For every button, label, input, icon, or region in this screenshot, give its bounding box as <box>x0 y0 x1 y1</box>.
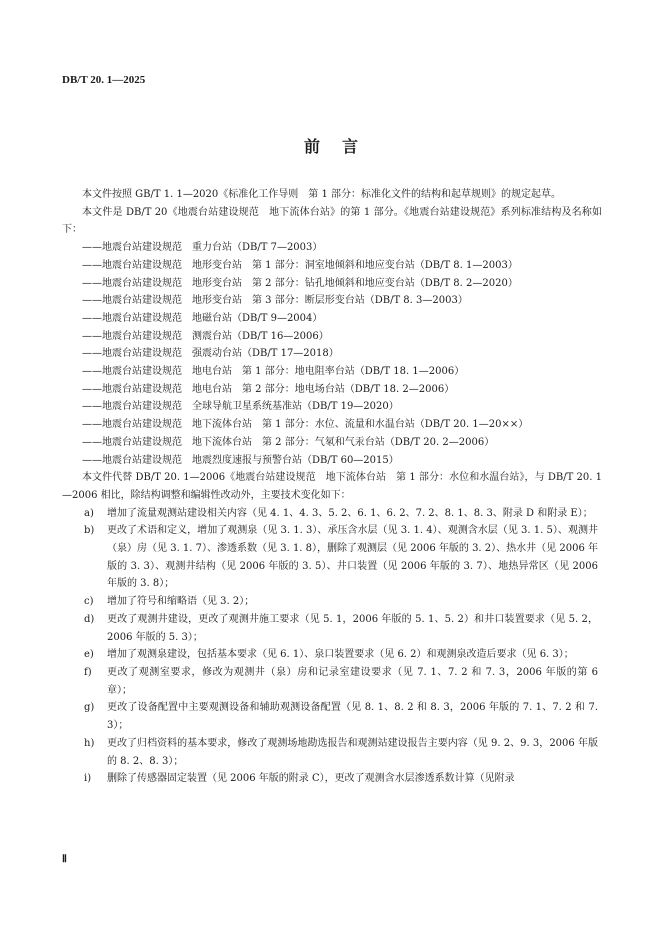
change-item <box>62 646 602 664</box>
series-item: ——地震台站建设规范 地形变台站 第 3 部分：断层形变台站（DB/T 8. 3—2003） <box>82 295 468 307</box>
page-title: 前言 <box>303 137 380 156</box>
series-item: ——地震台站建设规范 测震台站（DB/T 16—2006） <box>82 330 329 342</box>
series-item: ——地震台站建设规范 全球导航卫星系统基准站（DB/T 19—2020） <box>82 401 399 413</box>
change-item <box>62 593 602 611</box>
change-text: 更改了观测室要求，修改为观测井（泉）房和记录室建设要求（见 7. 1、7. 2 和 7. 3，2006 年版的第 6 章）； <box>107 666 598 696</box>
change-marker: i) <box>84 773 92 785</box>
change-marker: c) <box>84 596 94 608</box>
series-item: ——地震台站建设规范 地下流体台站 第 2 部分：气氡和气汞台站（DB/T 20. 2—2006） <box>82 436 495 448</box>
change-marker: b) <box>84 525 95 537</box>
series-item: ——地震台站建设规范 地电台站 第 1 部分：地电阻率台站（DB/T 18. 1—2006） <box>82 366 465 378</box>
change-item <box>62 522 602 593</box>
change-item <box>62 770 602 788</box>
intro-paragraph-1: 本文件按照 GB/T 1. 1—2020《标准化工作导则 第 1 部分：标准化文件的结构和起草规则》的规定起草。 <box>82 189 561 200</box>
standard-series-list <box>62 239 602 469</box>
series-item: ——地震台站建设规范 强震动台站（DB/T 17—2018） <box>82 348 339 360</box>
series-item: ——地震台站建设规范 地磁台站（DB/T 9—2004） <box>82 312 323 324</box>
change-item <box>62 735 602 770</box>
intro-paragraph-2: 本文件是 DB/T 20《地震台站建设规范 地下流体台站》的第 1 部分。《地震台站建设规范》系列标准结构及名称如下： <box>62 206 602 236</box>
change-marker: e) <box>84 649 94 661</box>
change-text: 更改了术语和定义，增加了观测泉（见 3. 1. 3）、承压含水层（见 3. 1. 4）、观测含水层（见 3. 1. 5）、观测井（泉）房（见 3. 1. 7）、渗透系数（见 3. 1. 8），删除了观测层（见 2006 年版的 3. 2）、热水井（见 2006 年版的 3. 3）、观测井结构（见 2006 年版的 3. 5）、井口装置（见 2006 年版的 3. 7）、地热异常区（见 2006 年版的 3. 8）； <box>107 525 598 590</box>
change-marker: f) <box>84 666 92 678</box>
change-text: 更改了设备配置中主要观测设备和辅助观测设备配置（见 8. 1、8. 2 和 8. 3，2006 年版的 7. 1、7. 2 和 7. 3）； <box>107 702 598 732</box>
document-body <box>62 186 602 788</box>
series-item: ——地震台站建设规范 重力台站（DB/T 7—2003） <box>82 242 323 254</box>
document-code: DB/T 20. 1—2025 <box>62 74 146 86</box>
replacement-paragraph: 本文件代替 DB/T 20. 1—2006《地震台站建设规范 地下流体台站 第 1 部分：水位和水温台站》，与 DB/T 20. 1—2006 相比，除结构调整和编辑性改动外，主要技术变化如下： <box>62 472 602 501</box>
change-text: 增加了流量观测站建设相关内容（见 4. 1、4. 3、5. 2、6. 1、6. 2、7. 2、8. 1、8. 3、附录 D 和附录 E）； <box>107 507 593 519</box>
technical-changes-list <box>62 505 602 788</box>
change-text: 增加了符号和缩略语（见 3. 2）； <box>107 596 255 608</box>
change-text: 更改了观测井建设，更改了观测井施工要求（见 5. 1，2006 年版的 5. 1、5. 2）和井口装置要求（见 5. 2，2006 年版的 5. 3）； <box>107 613 598 643</box>
page-number: Ⅱ <box>62 854 67 865</box>
change-item <box>62 664 602 699</box>
change-text: 删除了传感器固定装置（见 2006 年版的附录 C），更改了观测含水层渗透系数计算（见附录 <box>107 773 515 785</box>
series-item: ——地震台站建设规范 地形变台站 第 2 部分：钻孔地倾斜和地应变台站（DB/T 8. 2—2020） <box>82 277 518 289</box>
change-text: 增加了观测泉建设，包括基本要求（见 6. 1）、泉口装置要求（见 6. 2）和观测泉改造后要求（见 6. 3）； <box>107 649 574 661</box>
series-item: ——地震台站建设规范 地下流体台站 第 1 部分：水位、流量和水温台站（DB/T 20. 1—20××） <box>82 419 529 431</box>
change-marker: a) <box>84 507 94 519</box>
change-marker: g) <box>84 702 95 714</box>
change-item <box>62 611 602 646</box>
change-item <box>62 505 602 523</box>
series-item: ——地震台站建设规范 地形变台站 第 1 部分：洞室地倾斜和地应变台站（DB/T 8. 1—2003） <box>82 259 518 271</box>
change-marker: d) <box>84 613 95 625</box>
series-item: ——地震台站建设规范 地电台站 第 2 部分：地电场台站（DB/T 18. 2—2006） <box>82 383 455 395</box>
change-marker: h) <box>84 737 95 749</box>
change-text: 更改了归档资料的基本要求，修改了观测场地勘选报告和观测站建设报告主要内容（见 9. 2、9. 3，2006 年版的 8. 2、8. 3）； <box>107 737 598 767</box>
change-item <box>62 699 602 734</box>
series-item: ——地震台站建设规范 地震烈度速报与预警台站（DB/T 60—2015） <box>82 454 399 466</box>
